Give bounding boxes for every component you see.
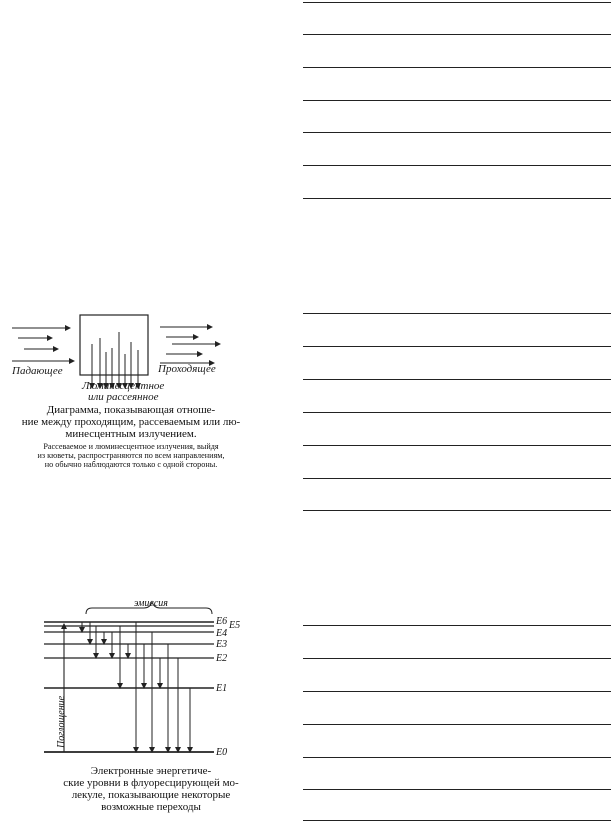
level-label-e0: E0 [216, 747, 228, 758]
figure1-caption-main [8, 404, 254, 440]
rule-line [303, 757, 611, 758]
transmitted-arrows [160, 327, 220, 363]
rule-line [303, 789, 611, 790]
rule-line [303, 412, 611, 413]
rule-line [303, 478, 611, 479]
caption-line: минесцентным излучением. [65, 428, 197, 440]
level-label-e2: E2 [216, 653, 228, 664]
energy-levels [44, 622, 214, 752]
rule-line [303, 724, 611, 725]
caption-line: ские уровни в флуоресцирующей мо- [63, 777, 239, 789]
energy-level-diagram [26, 598, 276, 770]
caption-line: Диаграмма, показывающая отноше- [46, 404, 216, 416]
caption-line: ние между проходящим, рассеваемым или лю- [21, 416, 241, 428]
absorption-label: Поглощение [56, 695, 67, 748]
level-label-e4: E4 [216, 628, 228, 639]
rule-line [303, 510, 611, 511]
note-line: из кюветы, распространяются по всем направлениям, [37, 451, 225, 460]
rule-line [303, 67, 611, 68]
rule-line [303, 313, 611, 314]
rule-line [303, 34, 611, 35]
level-label-e1: E1 [216, 683, 228, 694]
rule-line [303, 2, 611, 3]
figure2-caption [26, 765, 276, 813]
rule-line [303, 346, 611, 347]
note-line: Рассеваемое и люминесцентное излучения, выйдя [43, 442, 219, 451]
luminescent-label-line1: Люминесцентное [82, 380, 165, 392]
note-line: но обычно наблюдаются только с одной стороны. [44, 460, 218, 469]
rule-line [303, 445, 611, 446]
ruled-lines [303, 0, 611, 821]
rule-line [303, 658, 611, 659]
caption-line: Электронные энергетиче- [90, 765, 212, 777]
incident-label: Падающее [12, 365, 63, 377]
emission-transitions [82, 622, 190, 752]
transmitted-label: Проходящее [158, 363, 216, 375]
rule-line [303, 165, 611, 166]
rule-line [303, 198, 611, 199]
level-label-e3: E3 [216, 639, 228, 650]
figure1-note [8, 442, 254, 469]
rule-line [303, 691, 611, 692]
rule-line [303, 132, 611, 133]
figure1-caption [8, 404, 254, 469]
level-label-e5: E5 [229, 620, 241, 631]
caption-line: лекуле, показывающие некоторые [71, 789, 231, 801]
caption-line: возможные переходы [101, 801, 201, 813]
emission-label: эмиссия [134, 598, 168, 609]
rule-line [303, 100, 611, 101]
rule-line [303, 625, 611, 626]
level-label-e6: E6 [216, 616, 228, 627]
rule-line [303, 379, 611, 380]
incident-arrows [12, 328, 74, 361]
luminescent-label-line2: или рассеянное [88, 391, 159, 403]
